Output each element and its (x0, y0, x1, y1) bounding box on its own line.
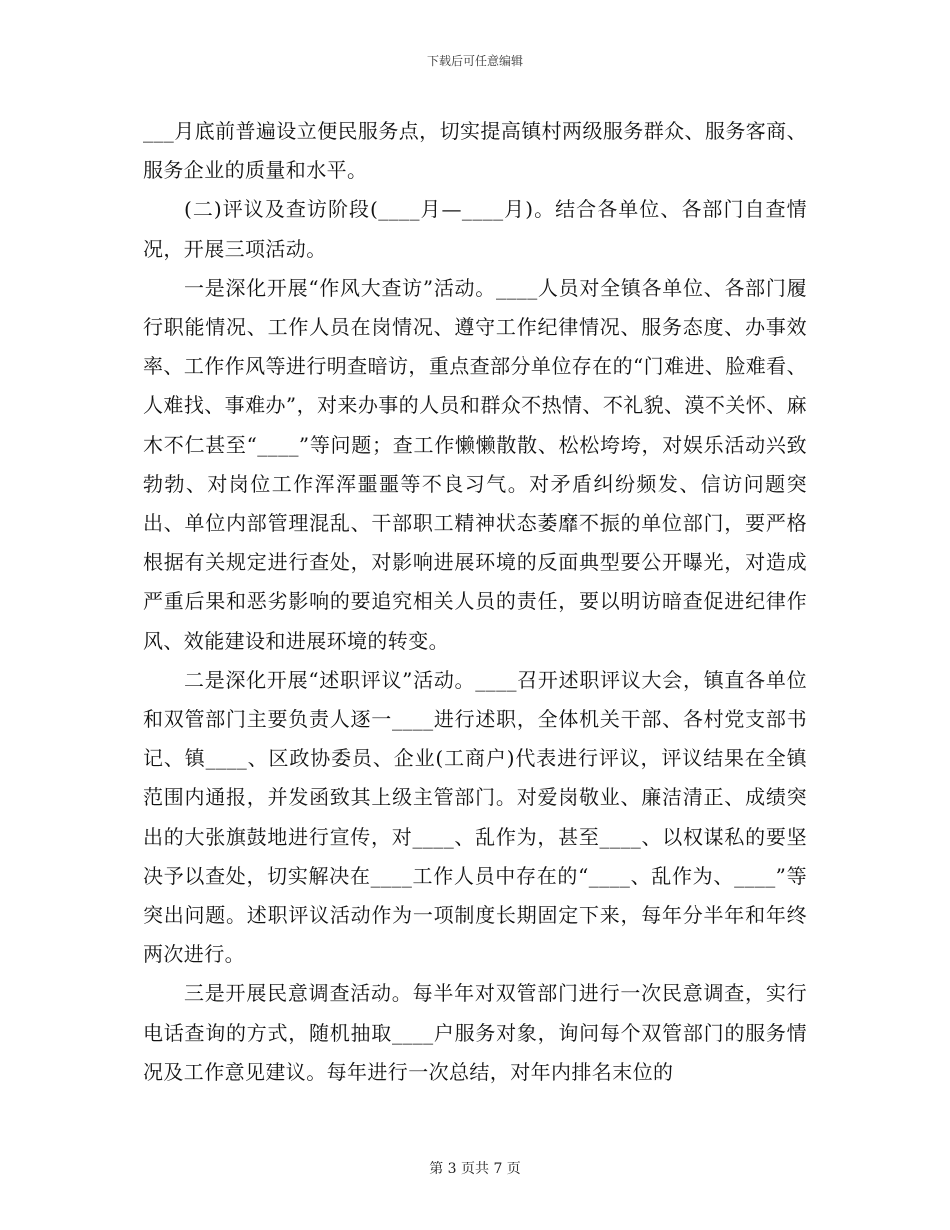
paragraph-service-points: ___月底前普遍设立便民服务点，切实提高镇村两级服务群众、服务客商、服务企业的质量和水平。 (143, 119, 807, 183)
paragraph-review-stage: (二)评议及查访阶段(____月—____月)。结合各单位、各部门自查情况，开展三项活动。 (143, 197, 807, 261)
document-body (143, 112, 807, 1092)
page-number: 第 3 页共 7 页 (429, 1161, 521, 1177)
paragraph-style-inspection: 一是深化开展“作风大查访”活动。____人员对全镇各单位、各部门履行职能情况、工作人员在岗情况、遵守工作纪律情况、服务态度、办事效率、工作作风等进行明查暗访，重点查部分单位存在的“门难进、脸难看、人难找、事难办”，对来办事的人员和群众不热情、不礼貌、漠不关怀、麻木不仁甚至“____”等问题；查工作懒懒散散、松松垮垮，对娱乐活动兴致勃勃、对岗位工作浑浑噩噩等不良习气。对矛盾纠纷频发、信访问题突出、单位内部管理混乱、干部职工精神状态萎靡不振的单位部门，要严格根据有关规定进行查处，对影响进展环境的反面典型要公开曝光，对造成严重后果和恶劣影响的要追究相关人员的责任，要以明访暗查促进纪律作风、效能建设和进展环境的转变。 (143, 275, 807, 653)
paragraph-public-survey: 三是开展民意调查活动。每半年对双管部门进行一次民意调查，实行电话查询的方式，随机抽取____户服务对象，询问每个双管部门的服务情况及工作意见建议。每年进行一次总结，对年内排名末位的 (143, 981, 807, 1084)
paragraph-duty-review: 二是深化开展“述职评议”活动。____召开述职评议大会，镇直各单位和双管部门主要负责人逐一____进行述职，全体机关干部、各村党支部书记、镇____、区政协委员、企业(工商户)代表进行评议，评议结果在全镇范围内通报，并发函致其上级主管部门。对爱岗敬业、廉洁清正、成绩突出的大张旗鼓地进行宣传，对____、乱作为，甚至____、以权谋私的要坚决予以查处，切实解决在____工作人员中存在的“____、乱作为、____”等突出问题。述职评议活动作为一项制度长期固定下来，每年分半年和年终两次进行。 (143, 667, 807, 967)
page-header: 下载后可任意编辑 (426, 54, 523, 68)
